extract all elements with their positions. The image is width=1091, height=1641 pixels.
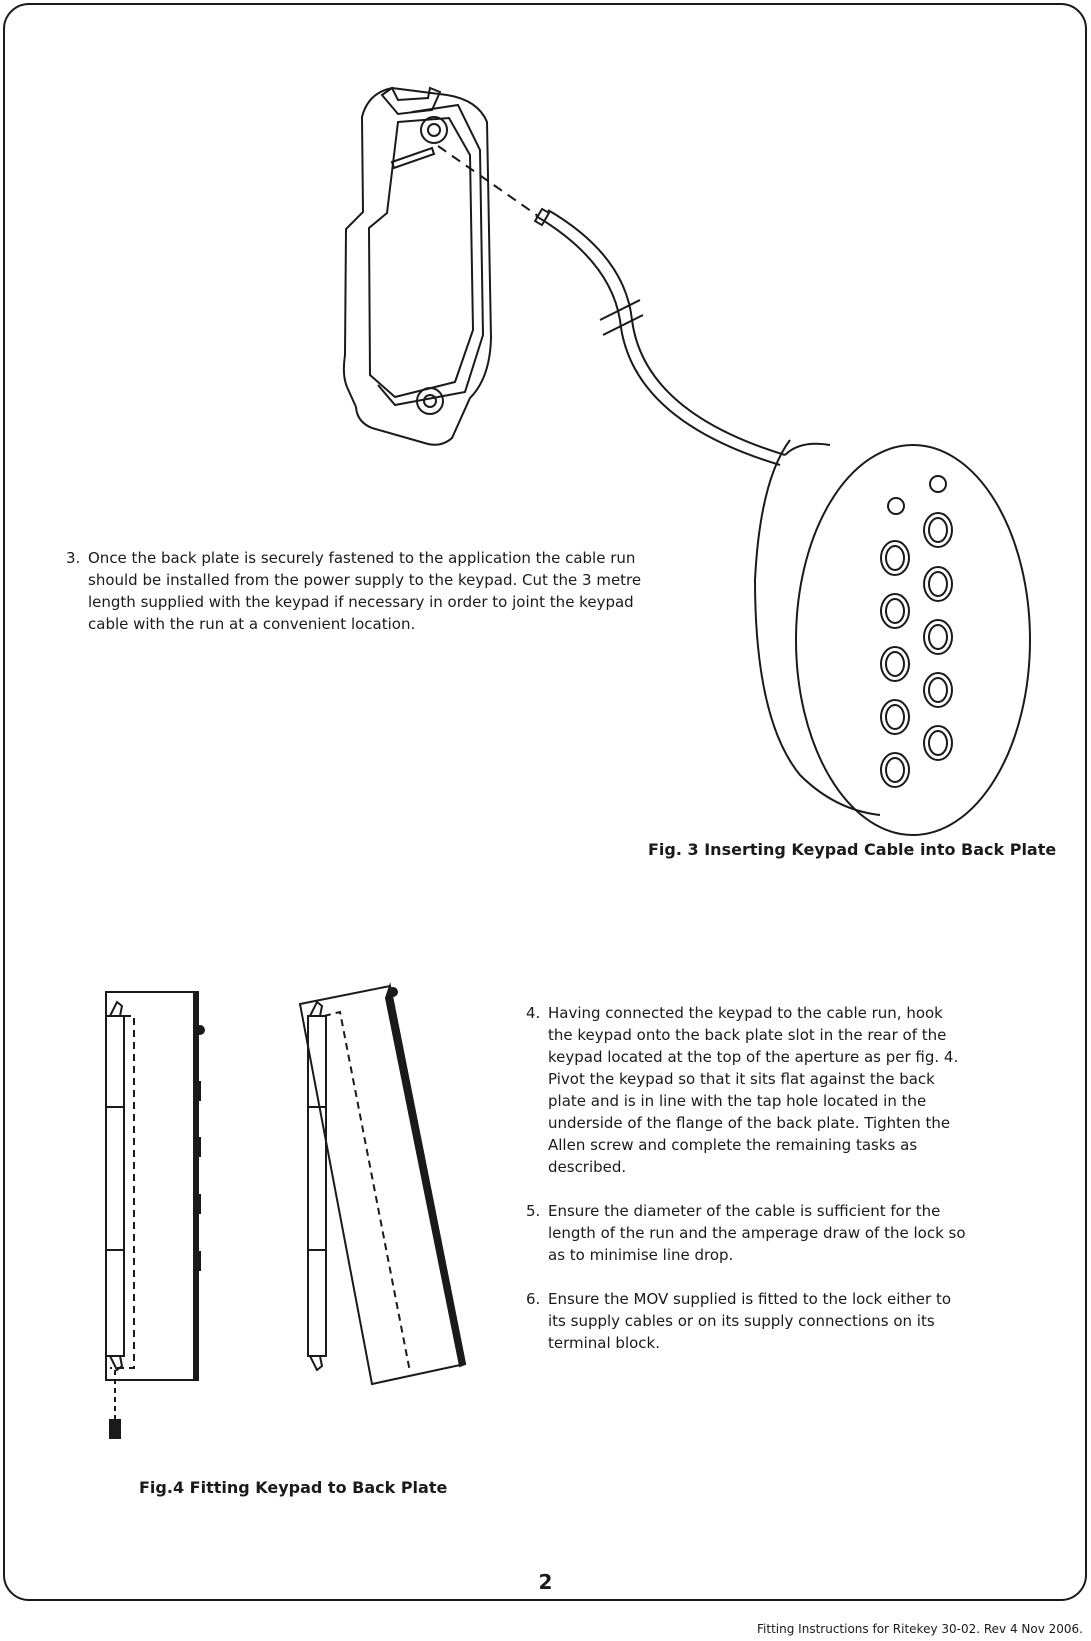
step-3-text: Once the back plate is securely fastened to the application the cable run should be installed from the power supply to the keypad. Cut the 3 metre length supplied with the keypad if necessary in order to joint the keypad cable with the run at a convenient location. (88, 549, 642, 633)
footer-text: Fitting Instructions for Ritekey 30-02. Rev 4 Nov 2006. (757, 1622, 1083, 1636)
step-6 (526, 1288, 966, 1354)
allen-screw (110, 1420, 120, 1438)
keypad-face (796, 445, 1030, 835)
fig4-illustration (90, 980, 490, 1460)
step-4-text: Having connected the keypad to the cable run, hook the keypad onto the back plate slot in the rear of the keypad located at the top of the aperture as per fig. 4. Pivot the keypad so that it sits flat against the back plate and is in line with the tap hole located in the underside of the flange of the back plate. Tighten the Allen screw and complete the remaining tasks as described. (548, 1004, 959, 1176)
step-6-text: Ensure the MOV supplied is fitted to the lock either to its supply cables or on its supply connections on its terminal block. (548, 1290, 952, 1352)
keypad-pivoting (300, 986, 465, 1384)
top-screw (421, 117, 447, 143)
keypad-cable (536, 216, 780, 465)
steps-4-6 (526, 1002, 966, 1354)
led-2 (930, 476, 946, 492)
page-number: 2 (538, 1570, 553, 1594)
step-5-number: 5. (526, 1202, 541, 1220)
fig4-caption: Fig.4 Fitting Keypad to Back Plate (139, 1478, 448, 1497)
back-plate-slot (392, 148, 434, 168)
step-3 (66, 547, 666, 635)
keypad-side (755, 440, 880, 815)
step-6-number: 6. (526, 1290, 541, 1308)
step-4-number: 4. (526, 1004, 541, 1022)
step-3-number: 3. (66, 549, 81, 567)
keypad-fitted (106, 992, 204, 1438)
back-plate-top-tab (382, 88, 440, 114)
led-1 (888, 498, 904, 514)
keypad-buttons (881, 513, 952, 787)
fig3-caption: Fig. 3 Inserting Keypad Cable into Back Plate (648, 840, 1057, 859)
step-5-text: Ensure the diameter of the cable is sufficient for the length of the run and the amperage draw of the lock so as to minimise line drop. (548, 1202, 966, 1264)
step-4 (526, 1002, 966, 1178)
step-5 (526, 1200, 966, 1266)
